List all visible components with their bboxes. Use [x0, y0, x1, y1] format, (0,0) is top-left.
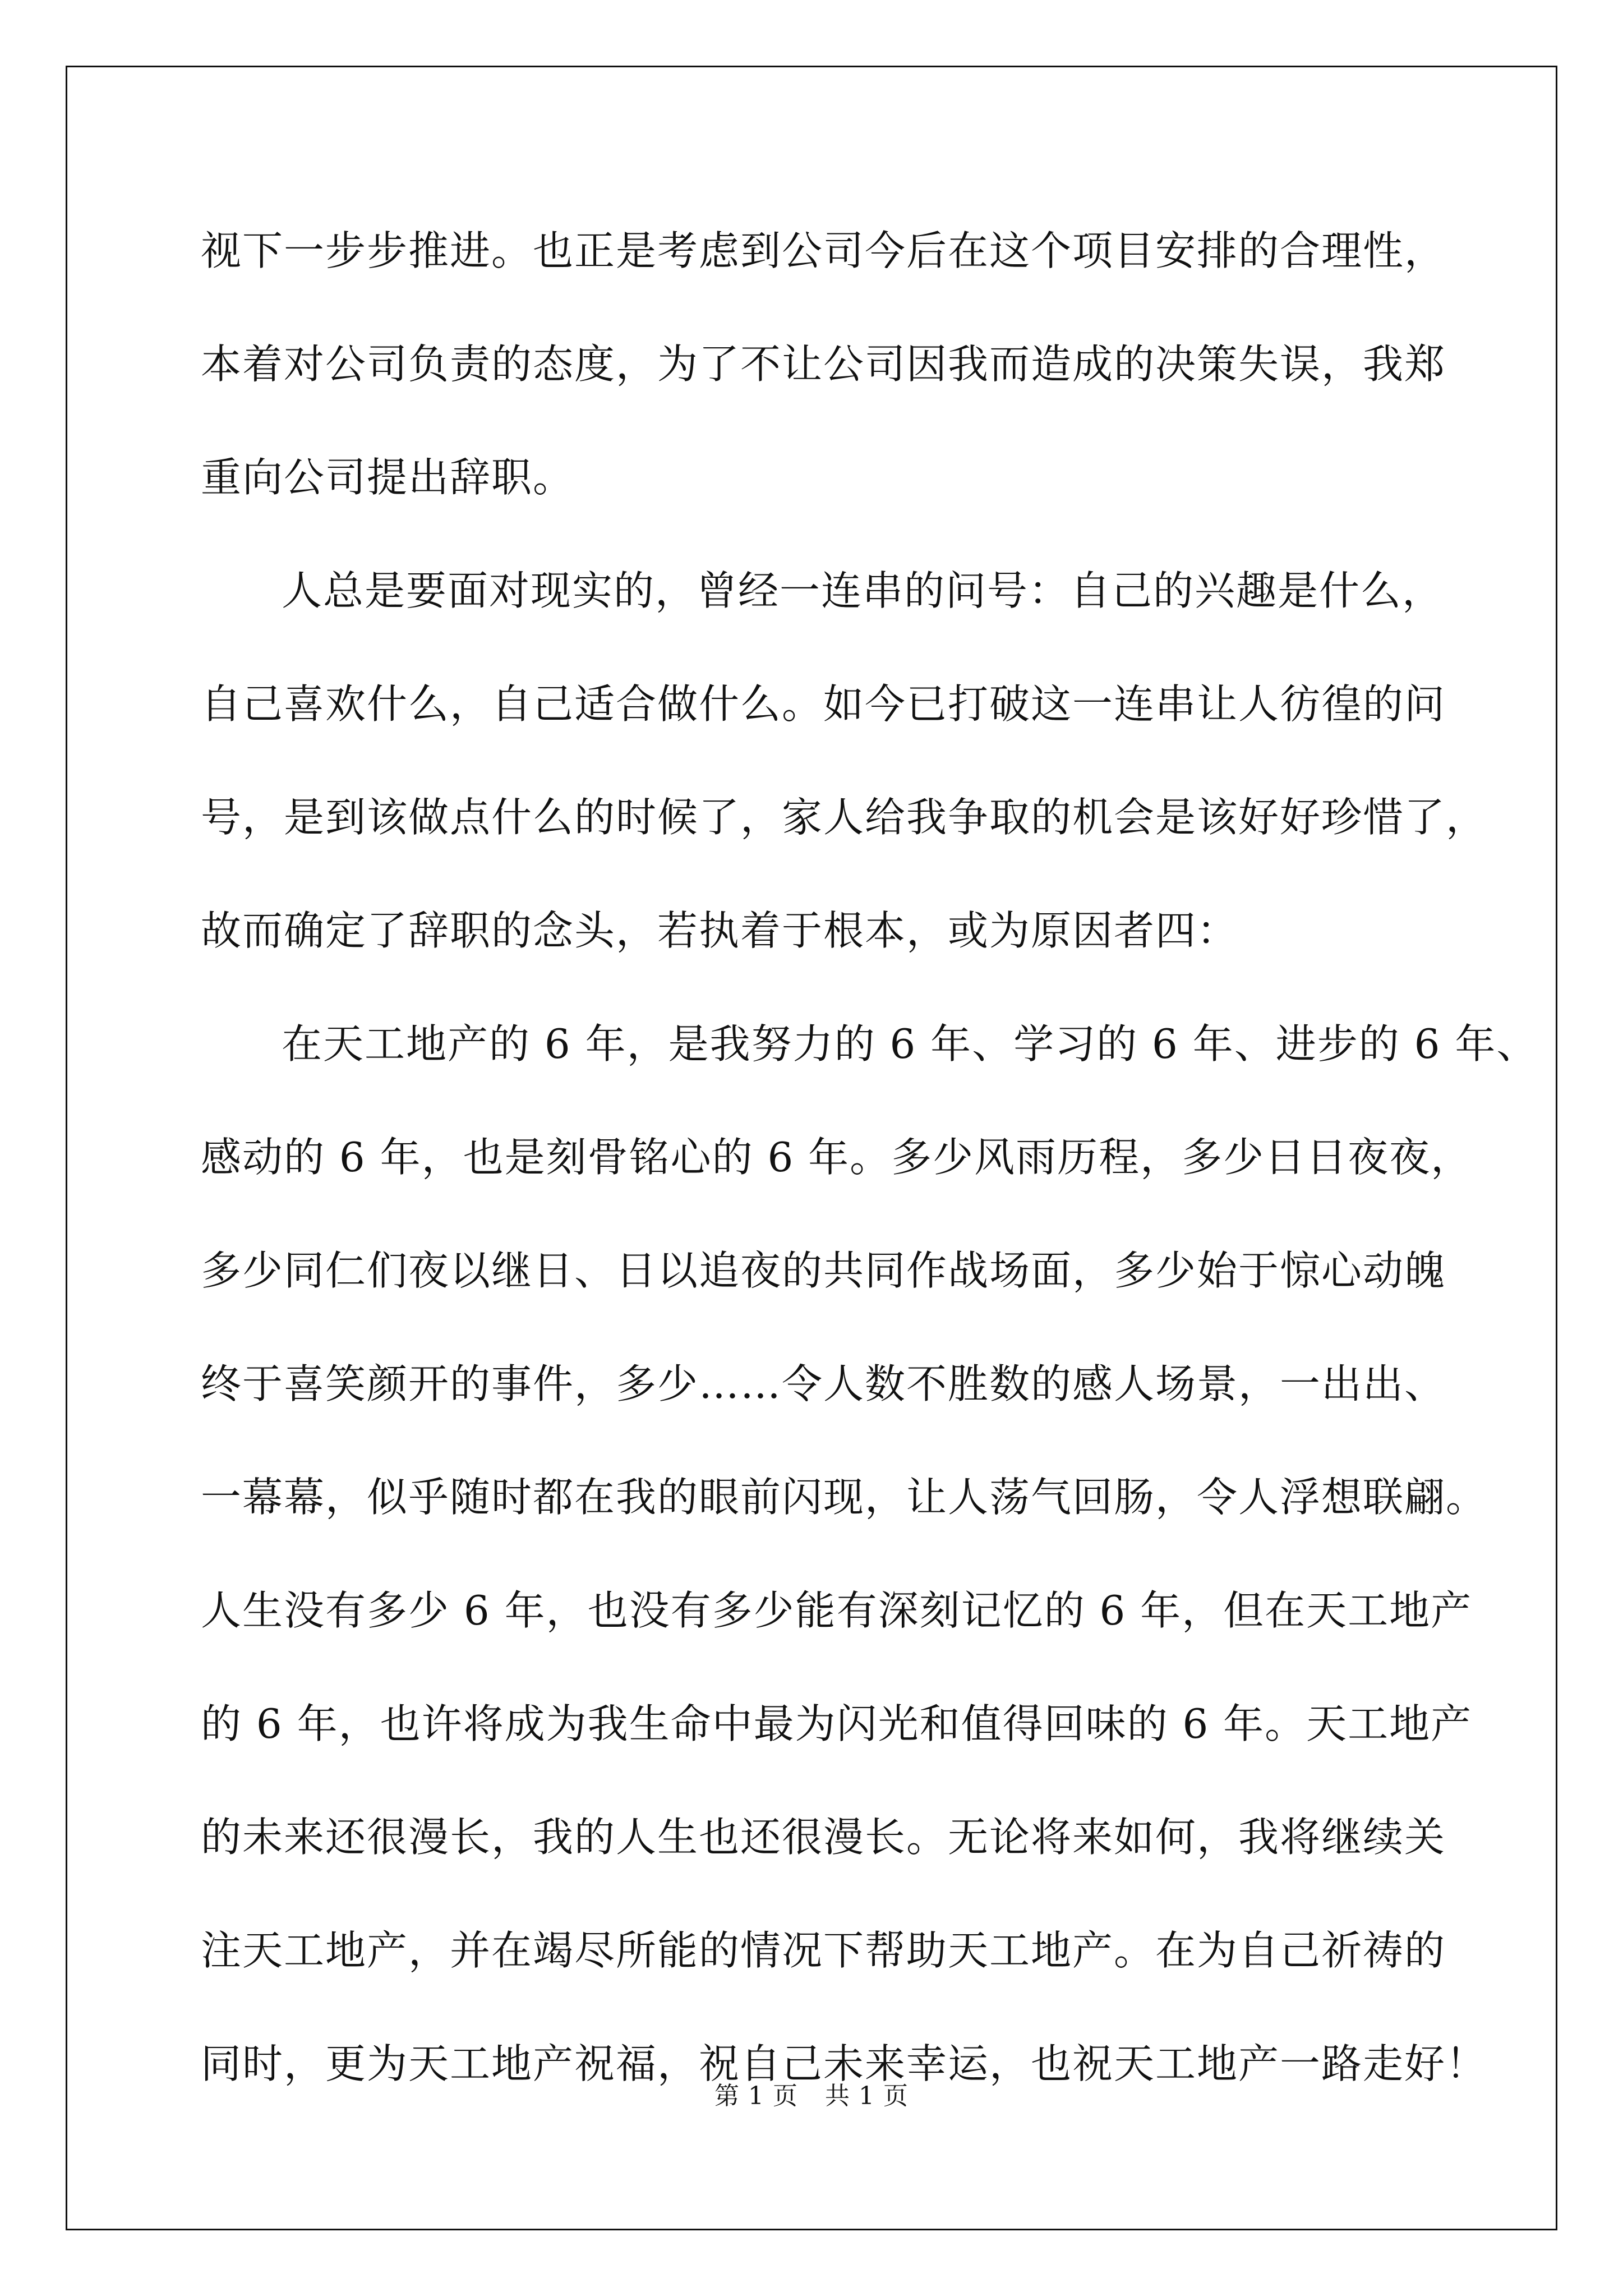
- text-line: 的未来还很漫长，我的人生也还很漫长。无论将来如何，我将继续关: [201, 1814, 1446, 1861]
- text-line: 终于喜笑颜开的事件，多少……令人数不胜数的感人场景，一出出、: [201, 1360, 1446, 1407]
- text-line: 自己喜欢什么，自己适合做什么。如今已打破这一连串让人彷徨的问: [201, 680, 1446, 728]
- text-line: 的 6 年，也许将成为我生命中最为闪光和值得回味的 6 年。天工地产: [201, 1700, 1473, 1747]
- document-body: [201, 194, 1538, 2120]
- text-line: 重向公司提出辞职。: [201, 454, 575, 501]
- text-line: 本着对公司负责的态度，为了不让公司因我而造成的决策失误，我郑: [201, 341, 1446, 388]
- paragraph-start-line: 人总是要面对现实的，曾经一连串的问号：自己的兴趣是什么，: [282, 567, 1444, 614]
- text-line: 多少同仁们夜以继日、日以追夜的共同作战场面，多少始于惊心动魄: [201, 1247, 1446, 1294]
- text-line: 一幕幕，似乎随时都在我的眼前闪现，让人荡气回肠，令人浮想联翩。: [201, 1474, 1488, 1521]
- text-line: 注天工地产，并在竭尽所能的情况下帮助天工地产。在为自己祈祷的: [201, 1927, 1446, 1974]
- text-line: 感动的 6 年，也是刻骨铭心的 6 年。多少风雨历程，多少日日夜夜，: [201, 1134, 1473, 1181]
- text-line: 视下一步步推进。也正是考虑到公司今后在这个项目安排的合理性，: [201, 227, 1446, 274]
- page-number: 第 1 页: [714, 2082, 798, 2110]
- text-line: 人生没有多少 6 年，也没有多少能有深刻记忆的 6 年，但在天工地产: [201, 1587, 1473, 1634]
- text-line: 号，是到该做点什么的时候了，家人给我争取的机会是该好好珍惜了，: [201, 794, 1488, 841]
- page-footer: [0, 2076, 1623, 2111]
- text-line: 故而确定了辞职的念头，若执着于根本，或为原因者四：: [201, 907, 1239, 954]
- paragraph-start-line: 在天工地产的 6 年，是我努力的 6 年、学习的 6 年、进步的 6 年、: [282, 1020, 1538, 1068]
- page-total: 共 1 页: [825, 2082, 909, 2110]
- text-line: 同时，更为天工地产祝福，祝自己未来幸运，也祝天工地产一路走好！: [201, 2040, 1488, 2087]
